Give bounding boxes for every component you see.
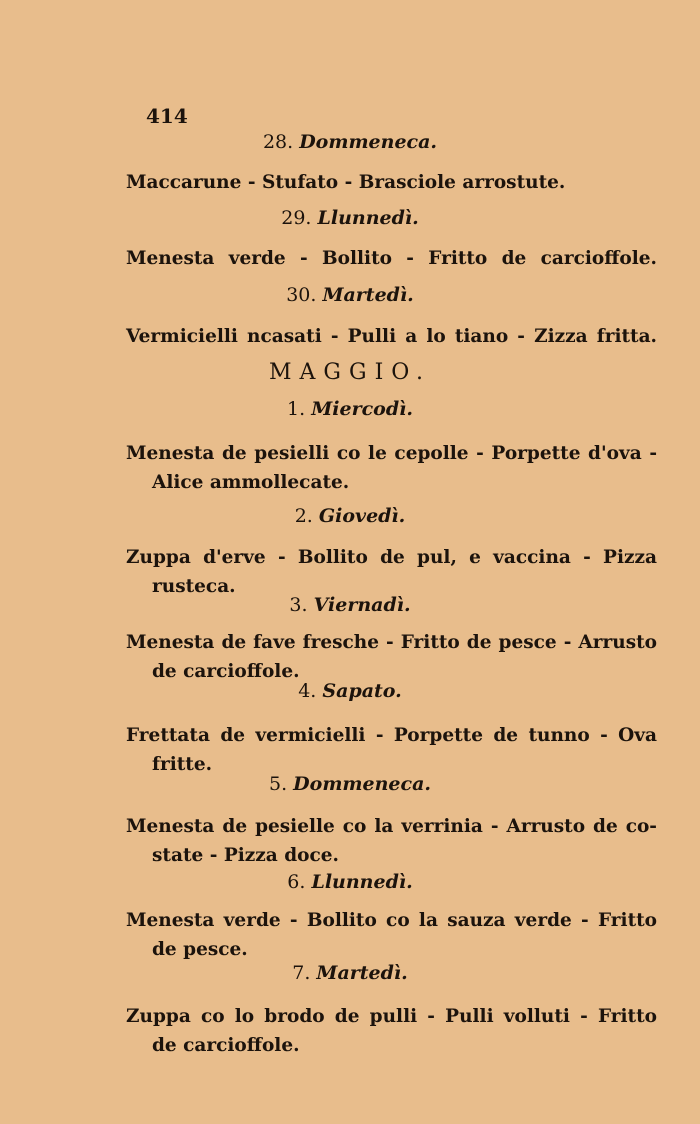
month-heading: MAGGIO. — [269, 360, 431, 385]
day-heading — [0, 871, 700, 893]
day-name: Llunnedì. — [317, 207, 419, 229]
menu-line: fritte. — [152, 754, 213, 775]
day-heading — [0, 594, 700, 616]
day-number: 30. — [286, 284, 317, 306]
day-name: Giovedì. — [318, 505, 406, 527]
menu-line: de carcioffole. — [152, 1035, 300, 1056]
menu-entry — [126, 628, 657, 686]
menu-entry — [126, 1002, 657, 1060]
menu-line: Maccarune - Stufato - Brasciole arrostute. — [126, 172, 566, 193]
menu-line: Menesta verde - Bollito co la sauza verde - Fritto — [126, 910, 657, 931]
day-name: Viernadì. — [313, 594, 411, 616]
day-number: 28. — [262, 131, 294, 153]
menu-entry — [126, 244, 657, 273]
day-number: 7. — [292, 962, 311, 984]
menu-line: Frettata de vermicielli - Porpette de tunno - Ova — [126, 725, 657, 746]
day-heading — [0, 131, 700, 153]
menu-entry — [126, 439, 657, 497]
menu-line: de carcioffole. — [152, 661, 300, 682]
menu-entry — [126, 168, 657, 197]
day-name: Dommeneca. — [299, 131, 438, 153]
day-heading — [0, 284, 700, 306]
day-heading — [0, 398, 700, 420]
menu-entry — [126, 906, 657, 964]
day-number: 1. — [287, 398, 306, 420]
day-heading — [0, 962, 700, 984]
day-number: 4. — [298, 680, 317, 702]
menu-line: state - Pizza doce. — [152, 845, 339, 866]
day-heading — [0, 207, 700, 229]
menu-entry — [126, 543, 657, 601]
menu-line: Zuppa d'erve - Bollito de pul, e vaccina - Pizza — [126, 547, 657, 568]
menu-line: Vermicielli ncasati - Pulli a lo tiano - Zizza fritta. — [126, 326, 657, 347]
day-number: 2. — [294, 505, 313, 527]
day-number: 5. — [268, 773, 288, 795]
menu-line: rusteca. — [152, 576, 236, 597]
day-heading — [0, 505, 700, 527]
day-heading — [0, 680, 700, 702]
day-name: Martedì. — [322, 284, 414, 306]
menu-line: Zuppa co lo brodo de pulli - Pulli volluti - Fritto — [126, 1006, 657, 1027]
menu-entry — [126, 812, 657, 870]
menu-line: Menesta de fave fresche - Fritto de pesce - Arrusto — [126, 632, 657, 653]
day-number: 29. — [281, 207, 312, 229]
day-name: Miercodì. — [311, 398, 413, 420]
day-heading — [0, 773, 700, 795]
page-number: 414 — [146, 104, 188, 128]
day-number: 3. — [289, 594, 308, 616]
menu-line: Menesta de pesielle co la verrinia - Arrusto de co- — [126, 816, 657, 837]
day-number: 6. — [287, 871, 306, 893]
menu-line: Menesta de pesielli co le cepolle - Porpette d'ova - — [126, 443, 657, 464]
day-name: Martedì. — [316, 962, 408, 984]
menu-entry — [126, 322, 657, 351]
menu-line: Alice ammollecate. — [152, 472, 350, 493]
day-name: Dommeneca. — [293, 773, 432, 795]
menu-entry — [126, 721, 657, 779]
menu-line: de pesce. — [152, 939, 248, 960]
day-name: Llunnedì. — [311, 871, 413, 893]
menu-line: Menesta verde - Bollito - Fritto de carcioffole. — [126, 248, 657, 269]
day-name: Sapato. — [322, 680, 402, 702]
